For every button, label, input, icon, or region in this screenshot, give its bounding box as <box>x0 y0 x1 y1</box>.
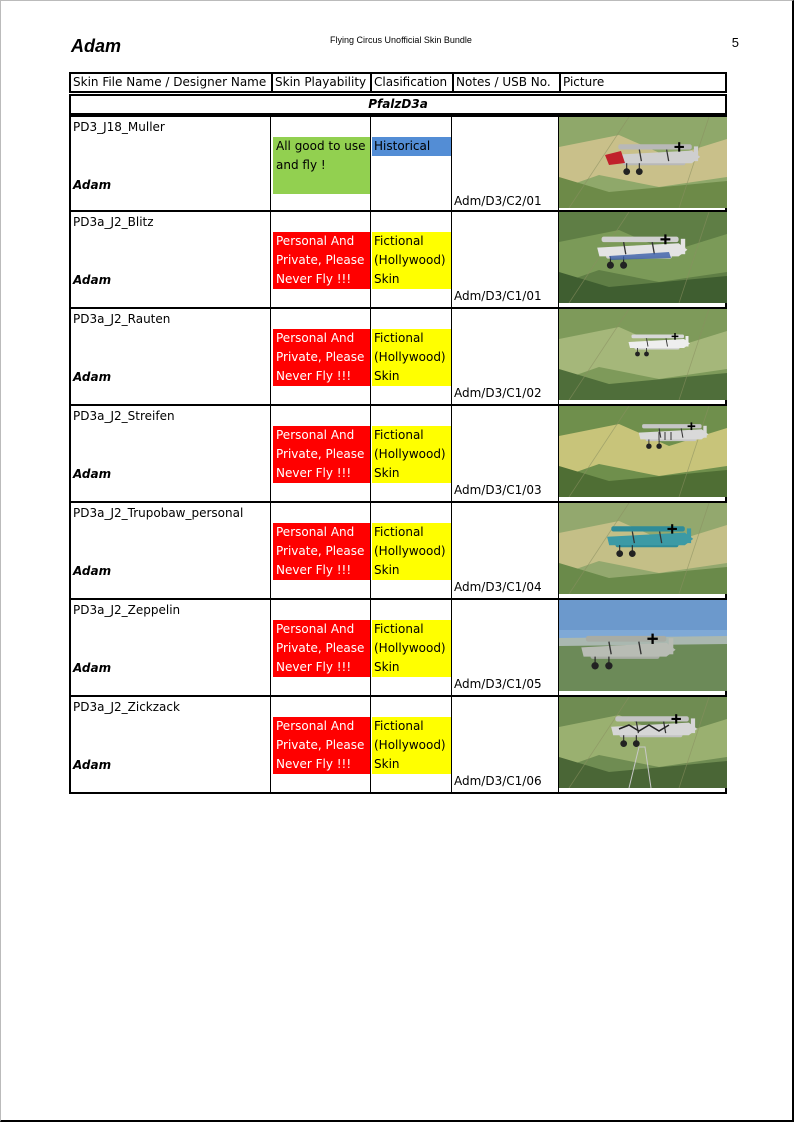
usb-number: Adm/D3/C1/05 <box>454 677 542 691</box>
usb-number: Adm/D3/C1/03 <box>454 483 542 497</box>
classification-cell: Fictional (Hollywood) Skin <box>372 717 451 774</box>
skin-picture <box>559 503 727 594</box>
column-header-classification: Clasification <box>370 74 452 91</box>
playability-cell: Personal And Private, Please Never Fly !!! <box>273 523 370 580</box>
playability-cell: Personal And Private, Please Never Fly !!! <box>273 620 370 677</box>
usb-number: Adm/D3/C1/04 <box>454 580 542 594</box>
skin-file-name: PD3a_J2_Rauten <box>73 312 171 326</box>
designer-name: Adam <box>73 467 112 481</box>
skin-picture <box>559 697 727 788</box>
column-header-playability: Skin Playability <box>271 74 370 91</box>
classification-cell: Fictional (Hollywood) Skin <box>372 523 451 580</box>
playability-cell: Personal And Private, Please Never Fly !!! <box>273 426 370 483</box>
usb-number: Adm/D3/C1/01 <box>454 289 542 303</box>
skin-file-name: PD3a_J2_Blitz <box>73 215 154 229</box>
document-title: Flying Circus Unofficial Skin Bundle <box>330 35 472 45</box>
designer-name: Adam <box>73 370 112 384</box>
table-header <box>69 72 727 93</box>
table-row <box>69 212 727 309</box>
skin-picture <box>559 600 727 691</box>
usb-number: Adm/D3/C1/06 <box>454 774 542 788</box>
table-row <box>69 309 727 406</box>
playability-cell: Personal And Private, Please Never Fly !!! <box>273 232 370 289</box>
skin-file-name: PD3a_J2_Streifen <box>73 409 175 423</box>
skin-picture <box>559 309 727 400</box>
table-row <box>69 115 727 212</box>
skin-picture <box>559 117 727 208</box>
table-row <box>69 406 727 503</box>
designer-name: Adam <box>73 758 112 772</box>
designer-name: Adam <box>73 564 112 578</box>
playability-cell: All good to use and fly ! <box>273 137 370 194</box>
classification-cell: Fictional (Hollywood) Skin <box>372 329 451 386</box>
playability-cell: Personal And Private, Please Never Fly !!! <box>273 717 370 774</box>
skin-file-name: PD3_J18_Muller <box>73 120 165 134</box>
classification-cell: Historical <box>372 137 451 156</box>
usb-number: Adm/D3/C1/02 <box>454 386 542 400</box>
table-row <box>69 503 727 600</box>
designer-name: Adam <box>73 178 112 192</box>
table-row <box>69 697 727 794</box>
skin-picture <box>559 406 727 497</box>
table-row <box>69 600 727 697</box>
classification-cell: Fictional (Hollywood) Skin <box>372 620 451 677</box>
classification-cell: Fictional (Hollywood) Skin <box>372 232 451 289</box>
usb-number: Adm/D3/C2/01 <box>454 194 542 208</box>
playability-cell: Personal And Private, Please Never Fly !!! <box>273 329 370 386</box>
classification-cell: Fictional (Hollywood) Skin <box>372 426 451 483</box>
skin-file-name: PD3a_J2_Zickzack <box>73 700 180 714</box>
designer-name: Adam <box>73 273 112 287</box>
skin-file-name: PD3a_J2_Zeppelin <box>73 603 181 617</box>
page-author: Adam <box>71 36 122 56</box>
section-title: PfalzD3a <box>69 94 727 115</box>
designer-name: Adam <box>73 661 112 675</box>
column-header-notes: Notes / USB No. <box>452 74 559 91</box>
page-number: 5 <box>731 35 739 50</box>
column-header-file-name: Skin File Name / Designer Name <box>73 75 267 89</box>
skin-file-name: PD3a_J2_Trupobaw_personal <box>73 506 244 520</box>
column-header-picture: Picture <box>559 74 725 91</box>
skin-picture <box>559 212 727 303</box>
